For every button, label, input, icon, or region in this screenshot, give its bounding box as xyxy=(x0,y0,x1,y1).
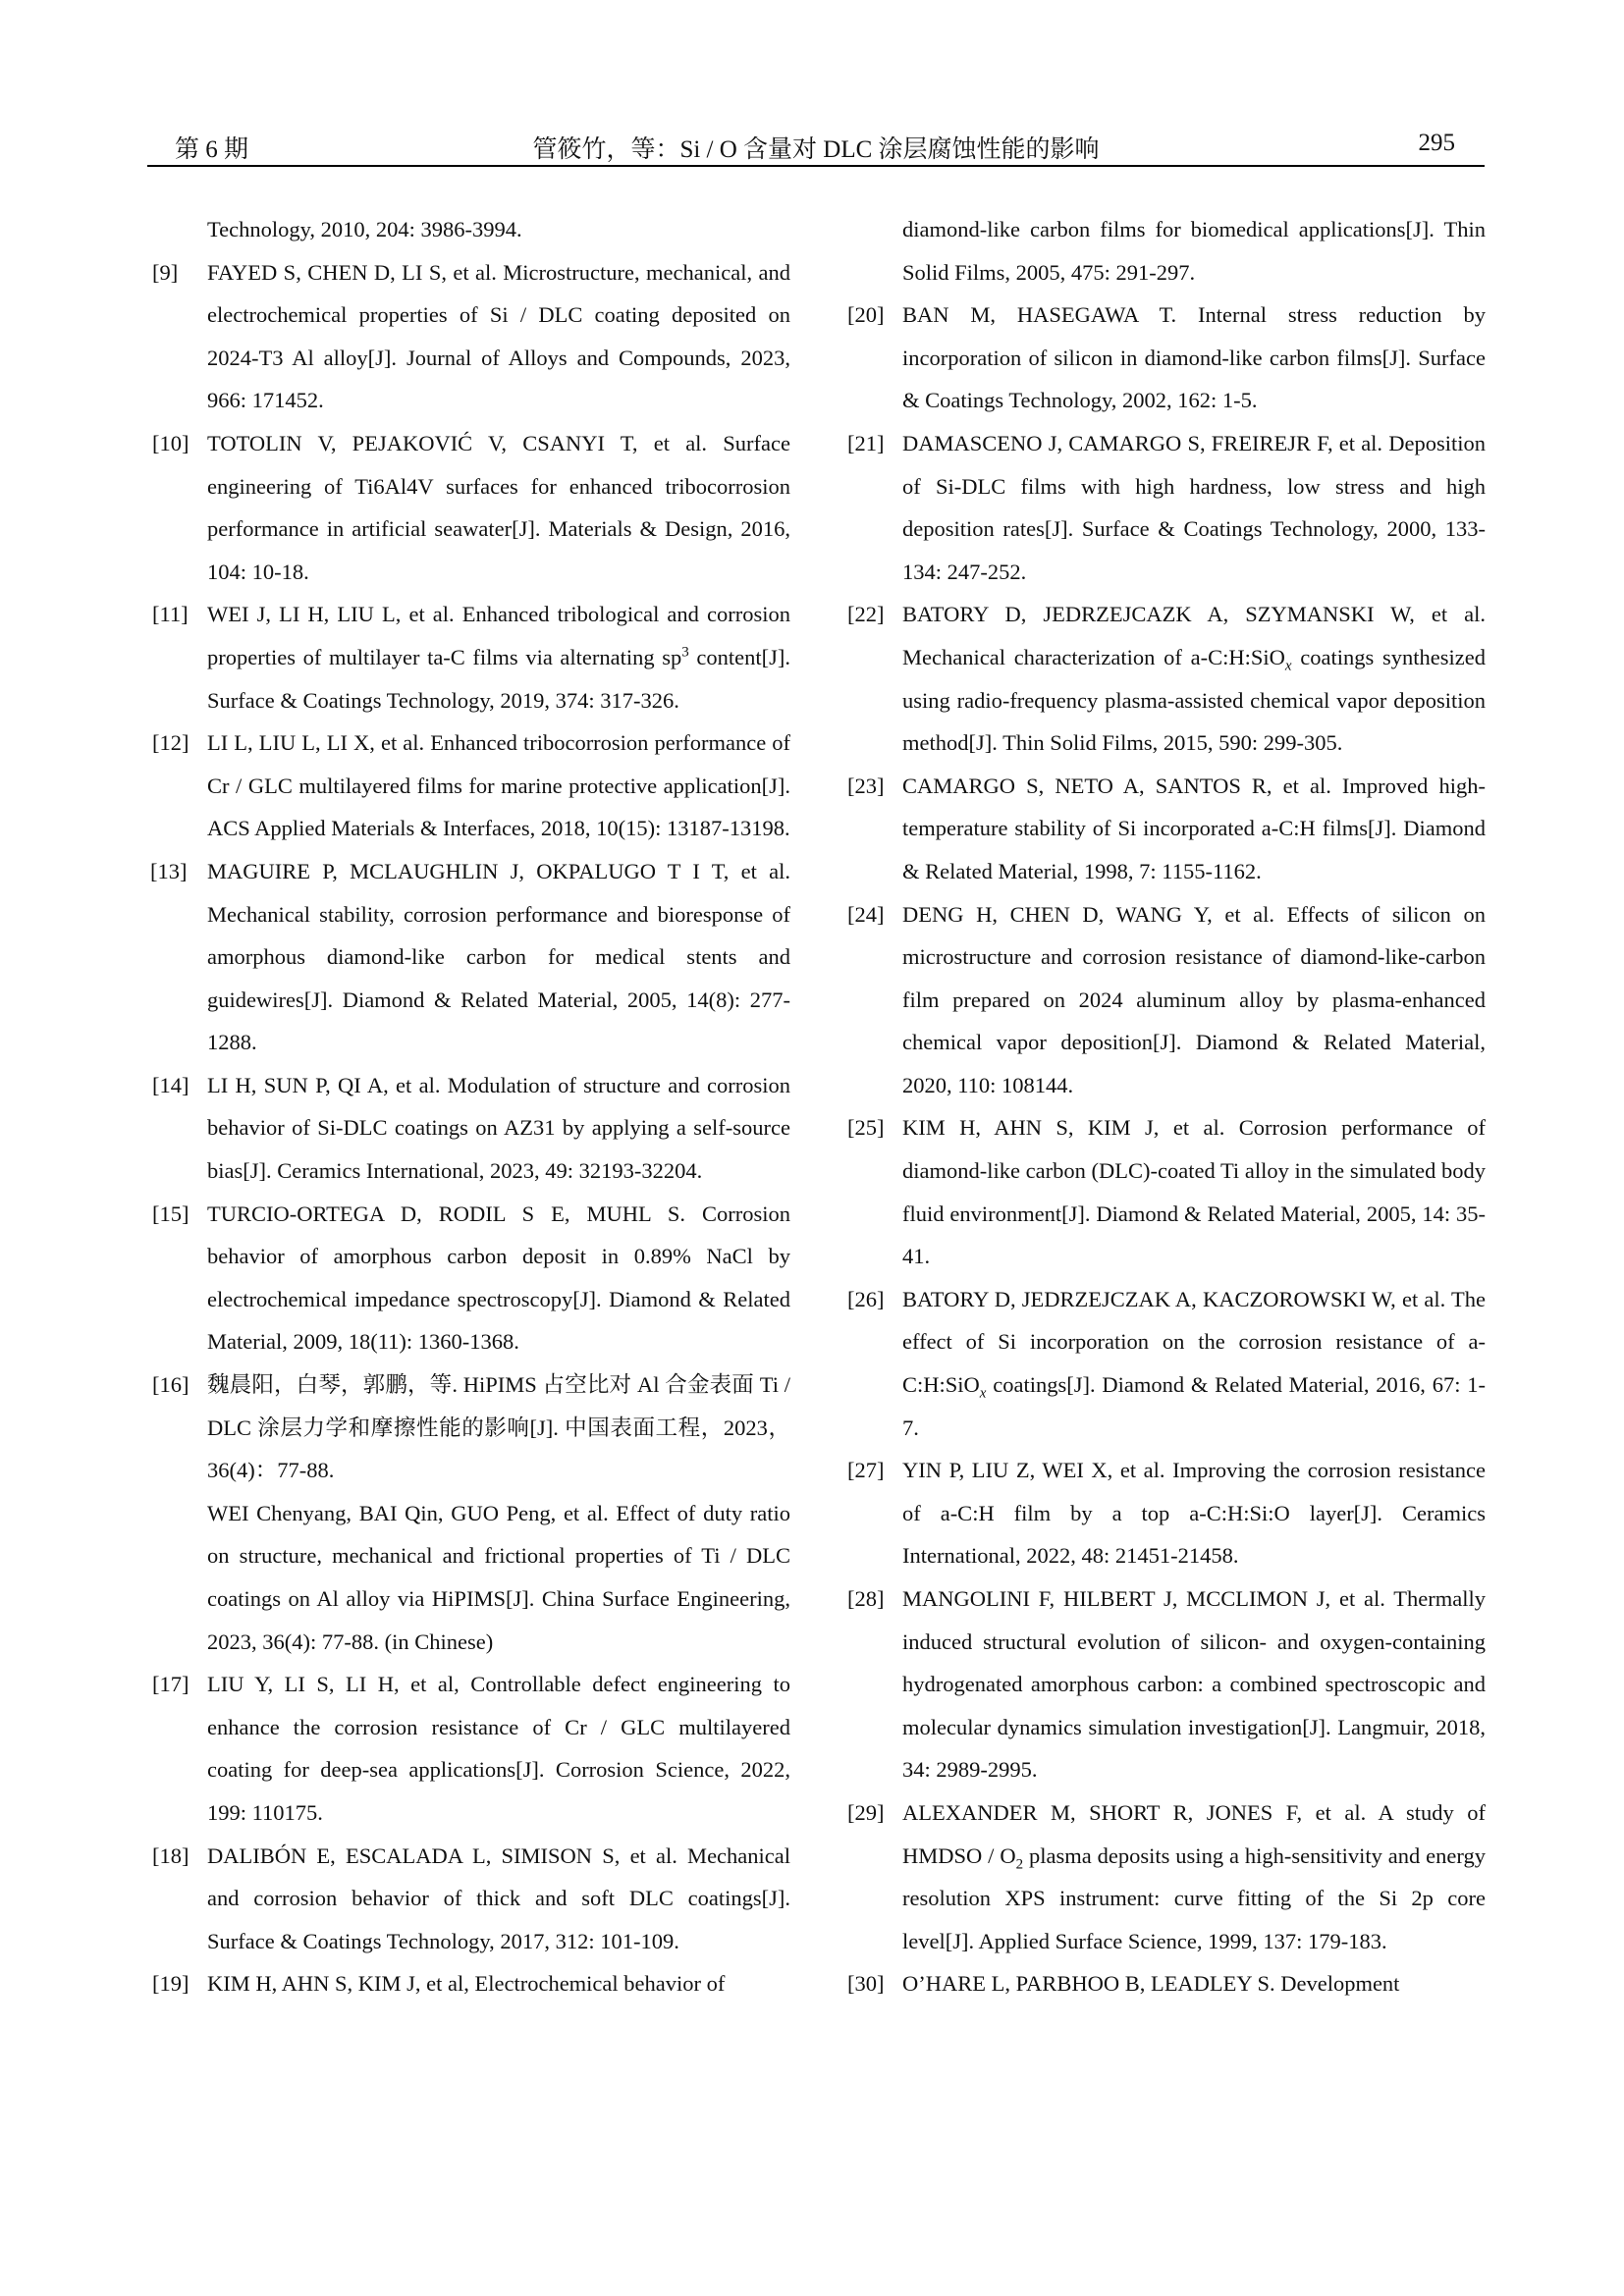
reference-number: [15] xyxy=(152,1201,189,1226)
reference-item: [20] BAN M, HASEGAWA T. Internal stress reduction by incorporation of silicon in diamond-like carbon films[J]. Surface & Coatings Technology, 2002, 162: 1-5. xyxy=(847,294,1486,422)
reference-item: [24] DENG H, CHEN D, WANG Y, et al. Effects of silicon on microstructure and corrosion resistance of diamond-like-carbon film prepared on 2024 aluminum alloy by plasma-enhanced chemical vapor deposition[J]. Diamond & Related Material, 2020, 110: 108144. xyxy=(847,893,1486,1107)
reference-number: [22] xyxy=(847,602,885,627)
reference-item: [21] DAMASCENO J, CAMARGO S, FREIREJR F, et al. Deposition of Si-DLC films with high hardness, low stress and high deposition rates[J]. Surface & Coatings Technology, 2000, 133-134: 247-252. xyxy=(847,422,1486,593)
reference-item: diamond-like carbon films for biomedical applications[J]. Thin Solid Films, 2005, 475: 291-297. xyxy=(902,217,1486,285)
reference-item: [27] YIN P, LIU Z, WEI X, et al. Improving the corrosion resistance of a-C:H film by a top a-C:H:Si:O layer[J]. Ceramics International, 2022, 48: 21451-21458. xyxy=(847,1449,1486,1577)
reference-number: [10] xyxy=(152,430,189,455)
reference-number: [21] xyxy=(847,430,885,455)
running-title: 管筱竹，等：Si / O 含量对 DLC 涂层腐蚀性能的影响 xyxy=(532,136,1100,163)
reference-item: [18] DALIBÓN E, ESCALADA L, SIMISON S, et al. Mechanical and corrosion behavior of thick and soft DLC coatings[J]. Surface & Coatings Technology, 2017, 312: 101-109. xyxy=(152,1835,790,1963)
reference-number: [30] xyxy=(847,1971,885,1997)
reference-item: [12] LI L, LIU L, LI X, et al. Enhanced tribocorrosion performance of Cr / GLC multilayered films for marine protective application[J]. ACS Applied Materials & Interfaces, 2018, 10(15): 13187-13198. xyxy=(152,721,790,850)
reference-item: [11] WEI J, LI H, LIU L, et al. Enhanced tribological and corrosion properties of multilayer ta-C films via alternating $sp^3$ content[J]. Surface & Coatings Technology, 2019, 374: 317-326. xyxy=(152,593,790,721)
reference-item: [26] BATORY D, JEDRZEJCZAK A, KACZOROWSKI W, et al. The effect of Si incorporation on the corrosion resistance of a-C:H:SiO$_x$ coatings[J]. Diamond & Related Material, 2016, 67: 1-7. xyxy=(847,1278,1486,1449)
reference-number: [13] xyxy=(150,858,188,883)
reference-number: [12] xyxy=(152,730,189,756)
reference-number: [27] xyxy=(847,1458,885,1483)
reference-number: [17] xyxy=(152,1672,189,1697)
reference-number: [26] xyxy=(847,1286,885,1311)
page-number: 295 xyxy=(1418,130,1455,156)
reference-item: [9] FAYED S, CHEN D, LI S, et al. Microstructure, mechanical, and electrochemical properties of Si / DLC coating deposited on 2024-T3 Al alloy[J]. Journal of Alloys and Compounds, 2023, 966: 171452. xyxy=(152,251,790,422)
reference-number: [20] xyxy=(847,302,885,328)
reference-item: [28] MANGOLINI F, HILBERT J, MCCLIMON J, et al. Thermally induced structural evolution of silicon- and oxygen-containing hydrogenated amorphous carbon: a combined spectroscopic and molecular dynamics simulation investigation[J]. Langmuir, 2018, 34: 2989-2995. xyxy=(847,1577,1486,1791)
reference-item: [19] KIM H, AHN S, KIM J, et al, Electrochemical behavior of xyxy=(152,1962,790,2005)
reference-item: [22] BATORY D, JEDRZEJCAZK A, SZYMANSKI W, et al. Mechanical characterization of a-C:H:SiO$_x$ coatings synthesized using radio-frequency plasma-assisted chemical vapor deposition method[J]. Thin Solid Films, 2015, 590: 299-305. xyxy=(847,593,1486,764)
reference-number: [14] xyxy=(152,1072,189,1097)
reference-number: [23] xyxy=(847,773,885,798)
reference-item: [17] LIU Y, LI S, LI H, et al, Controllable defect engineering to enhance the corrosion resistance of Cr / GLC multilayered coating for deep-sea applications[J]. Corrosion Science, 2022, 199: 110175. xyxy=(152,1663,790,1834)
reference-number: [29] xyxy=(847,1799,885,1825)
reference-number: [16] xyxy=(152,1372,189,1398)
issue-number: 第 6 期 xyxy=(175,136,249,163)
reference-item: [14] LI H, SUN P, QI A, et al. Modulation of structure and corrosion behavior of Si-DLC coatings on AZ31 by applying a self-source bias[J]. Ceramics International, 2023, 49: 32193-32204. xyxy=(152,1064,790,1193)
reference-item: [10] TOTOLIN V, PEJAKOVIĆ V, CSANYI T, et al. Surface engineering of Ti6Al4V surfaces for enhanced tribocorrosion performance in artificial seawater[J]. Materials & Design, 2016, 104: 10-18. xyxy=(152,422,790,593)
reference-number: [18] xyxy=(152,1842,189,1868)
reference-number: [9] xyxy=(152,259,179,285)
reference-item: [30] O’HARE L, PARBHOO B, LEADLEY S. Development xyxy=(847,1962,1486,2005)
reference-item: [16] 魏晨阳，白琴，郭鹏，等. HiPIMS 占空比对 Al 合金表面 Ti / DLC 涂层力学和摩擦性能的影响[J]. 中国表面工程，2023，36(4)：77-88. xyxy=(152,1363,790,1492)
reference-item: Technology, 2010, 204: 3986-3994. xyxy=(207,217,522,241)
reference-column-left xyxy=(152,208,790,2005)
reference-item: [13] MAGUIRE P, MCLAUGHLIN J, OKPALUGO T I T, et al. Mechanical stability, corrosion performance and bioresponse of amorphous diamond-like carbon for medical stents and guidewires[J]. Diamond & Related Material, 2005, 14(8): 277-1288. xyxy=(152,850,790,1064)
running-header xyxy=(147,126,1485,167)
reference-number: [11] xyxy=(152,602,189,627)
reference-number: [28] xyxy=(847,1586,885,1611)
reference-item: [25] KIM H, AHN S, KIM J, et al. Corrosion performance of diamond-like carbon (DLC)-coated Ti alloy in the simulated body fluid environment[J]. Diamond & Related Material, 2005, 14: 35-41. xyxy=(847,1106,1486,1277)
reference-column-right xyxy=(847,208,1486,2005)
reference-item: [23] CAMARGO S, NETO A, SANTOS R, et al. Improved high-temperature stability of Si incorporated a-C:H films[J]. Diamond & Related Material, 1998, 7: 1155-1162. xyxy=(847,765,1486,893)
reference-item: WEI Chenyang, BAI Qin, GUO Peng, et al. Effect of duty ratio on structure, mechanical and frictional properties of Ti / DLC coatings on Al alloy via HiPIMS[J]. China Surface Engineering, 2023, 36(4): 77-88. (in Chinese) xyxy=(207,1500,790,1654)
reference-item: [15] TURCIO-ORTEGA D, RODIL S E, MUHL S. Corrosion behavior of amorphous carbon deposit in 0.89% NaCl by electrochemical impedance spectroscopy[J]. Diamond & Related Material, 2009, 18(11): 1360-1368. xyxy=(152,1193,790,1363)
reference-number: [19] xyxy=(152,1971,189,1997)
reference-item: [29] ALEXANDER M, SHORT R, JONES F, et al. A study of HMDSO / $O_2$ plasma deposits using a high-sensitivity and energy resolution XPS instrument: curve fitting of the Si 2p core level[J]. Applied Surface Science, 1999, 137: 179-183. xyxy=(847,1791,1486,1962)
reference-number: [25] xyxy=(847,1115,885,1141)
reference-number: [24] xyxy=(847,901,885,927)
